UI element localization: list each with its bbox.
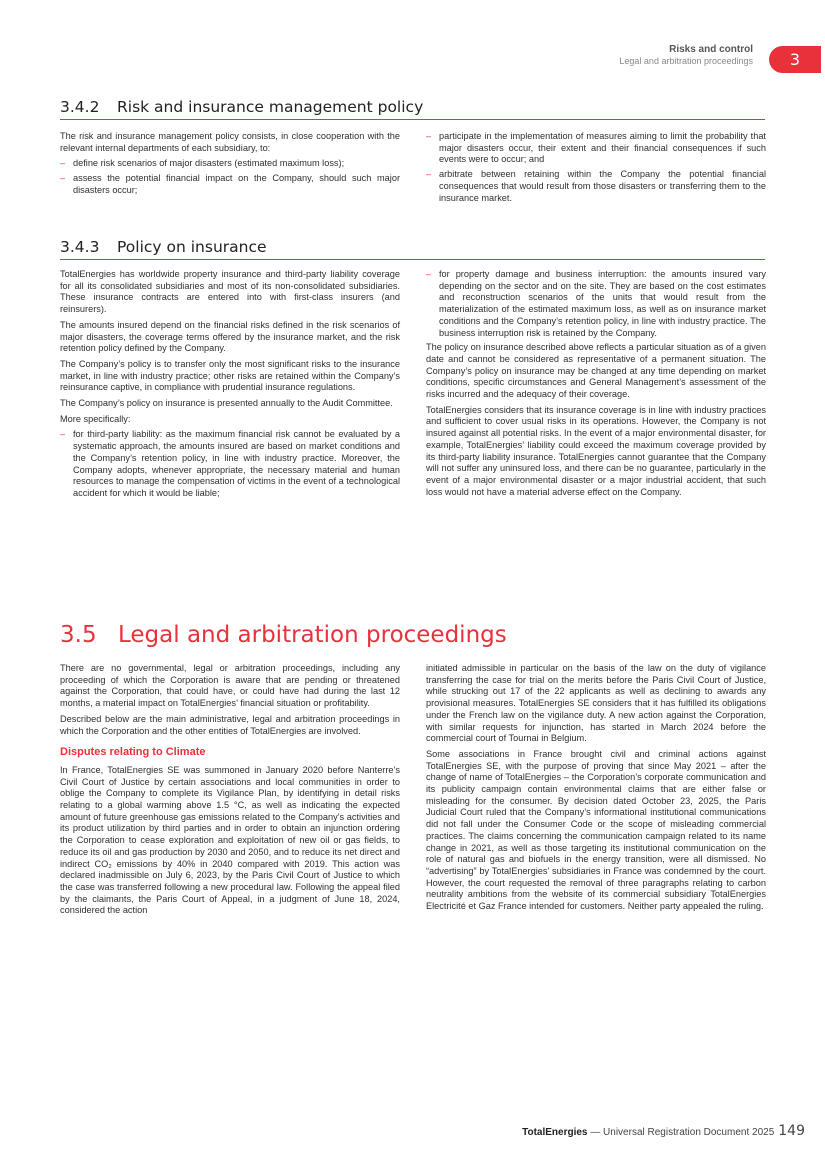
bullet: – arbitrate between retaining within the Company the potential financial consequences that would result from those disasters or transferring them to the insurance market.: [426, 169, 766, 204]
section-number: 3.5: [60, 622, 97, 648]
heading-number: 3.4.2: [60, 98, 100, 116]
chapter-tab: 3: [769, 46, 821, 73]
heading-title: Policy on insurance: [117, 238, 267, 256]
footer-document: — Universal Registration Document 2025: [587, 1127, 775, 1138]
paragraph: More specifically:: [60, 413, 131, 424]
heading-3-4-2: [60, 97, 765, 120]
bullet: – assess the potential financial impact on the Company, should such major disasters occur;: [60, 173, 400, 196]
s343-left-column: [60, 269, 400, 503]
paragraph: The Company’s policy on insurance is presented annually to the Audit Committee.: [60, 398, 393, 409]
header-title: Risks and control: [669, 44, 753, 55]
section-title: Legal and arbitration proceedings: [118, 622, 507, 648]
heading-title: Risk and insurance management policy: [117, 98, 424, 116]
heading-3-4-3: [60, 237, 765, 260]
bullet: – for property damage and business interruption: the amounts insured vary depending on the sector and on the site. They are based on the cost estimates and reconstruction scenarios of the units that would result from the materialization of the estimated maximum loss, as well as on insurance market conditions and the Company’s retention policy, in line with industry practice. The business interruption risk is retained by the Company.: [426, 269, 766, 339]
subheading-climate: Disputes relating to Climate: [60, 746, 206, 759]
s35-left-column: [60, 663, 400, 921]
paragraph: Some associations in France brought civil and criminal actions against TotalEnergies SE, with the purpose of proving that since May 2021 – after the change of name of TotalEnergies – the Corporation’s corporate communication and its publicity campaign contain environmental claims that are either false or misleading for the consumer. By decision dated October 23, 2025, the Paris Judicial Court ruled that the Company’s informational institutional communications did not fall under the Consumer Code or the scope of misleading commercial practices. The claims concerning the communication campaign related to its name change in 2021, as well as those targeting its institutional communication on the role of natural gas and biofuels in the energy transition, were all dismissed. No “advertising” by TotalEnergies’ subsidiaries in France was condemned by the court. However, the court requested the removal of three paragraphs relating to carbon neutrality ambitions from the website of its commercial subsidiary TotalEnergies Electricité et Gaz France intended for customers. Neither party appealed the ruling.: [426, 748, 766, 912]
bullet: – for third-party liability: as the maximum financial risk cannot be evaluated by a systematic approach, the amounts insured are based on market conditions and the Company’s retention policy, in line with industry practice. Moreover, the Company adopts, whenever appropriate, the necessary material and human resources to manage the compensation of victims in the event of a technological accident for which it would be liable;: [60, 429, 400, 499]
paragraph: TotalEnergies has worldwide property insurance and third-party liability coverage for all its consolidated subsidiaries and most of its non-consolidated subsidiaries. These insurance contracts are entered into with first-class insurers (and reinsurers).: [60, 269, 400, 315]
paragraph: initiated admissible in particular on the basis of the law on the duty of vigilance transferring the case for trial on the merits before the Paris Civil Court of Justice, while strucking out 17 of the 22 applicants as well as declining to awards any provisional measures. TotalEnergies SE considers that it has fulfilled its obligations under the French law on the vigilance duty. A new action against the Corporation, with similar requests for injunction, has started in March 2024 before the commercial court of Tournai in Belgium.: [426, 663, 766, 744]
page-number: 149: [778, 1123, 805, 1139]
bullet: – participate in the implementation of measures aiming to limit the probability that major disasters occur, their extent and their financial consequences if such events were to occur; and: [426, 131, 766, 166]
section-3-5-heading: [60, 620, 507, 650]
paragraph: The amounts insured depend on the financial risks defined in the risk scenarios of major disasters, the coverage terms offered by the insurance market, and the risk retention policy defined by the Company.: [60, 319, 400, 354]
s343-right-column: [426, 269, 766, 502]
header-subtitle: Legal and arbitration proceedings: [619, 56, 753, 66]
s35-right-column: [426, 663, 766, 917]
footer-brand: TotalEnergies: [522, 1127, 588, 1138]
heading-number: 3.4.3: [60, 238, 100, 256]
paragraph: In France, TotalEnergies SE was summoned in January 2020 before Nanterre’s Civil Court of Justice by certain associations and local communities in order to oblige the Company to complete its Vigilance Plan, by identifying in detail risks relating to a global warming above 1.5 °C, as well as indicating the expected amount of future greenhouse gas emissions related to the Company’s activities and its product utilization by third parties and in order to obtain an injunction ordering the Corporation to cease exploration and exploitation of new oil or gas fields, to reduce its oil and gas production by 2030 and 2050, and to reduce its net direct and indirect CO₂ emissions by 40% in 2040 compared with 2019. This action was declared inadmissible on July 6, 2023, by the Paris Civil Court of Justice to which the case was transferred following a new procedural law. Following the appeal filed by the claimants, the Paris Court of Appeal, in a judgment of June 18, 2024, considered the action: [60, 764, 400, 916]
page-footer: [522, 1123, 805, 1139]
running-header: [619, 44, 753, 67]
paragraph: The policy on insurance described above reflects a particular situation as of a given date and cannot be considered as representative of a permanent situation. The Company’s policy on insurance may be changed at any time depending on market conditions, specific circumstances and General Management’s assessment of the risks incurred and the adequacy of their coverage.: [426, 342, 766, 400]
bullet: – define risk scenarios of major disasters (estimated maximum loss);: [60, 158, 400, 170]
s342-right-column: [426, 131, 766, 207]
paragraph: The risk and insurance management policy consists, in close cooperation with the relevant internal departments of each subsidiary, to:: [60, 131, 400, 153]
s342-left-column: [60, 131, 400, 200]
paragraph: The Company’s policy is to transfer only the most significant risks to the insurance market, in line with industry practice; other risks are retained within the Company’s reinsurance captive, in compliance with prudential insurance regulations.: [60, 358, 400, 393]
paragraph: Described below are the main administrative, legal and arbitration proceedings in which the Corporation and the other entities of TotalEnergies are involved.: [60, 713, 400, 736]
paragraph: There are no governmental, legal or arbitration proceedings, including any proceeding of which the Corporation is aware that are pending or threatened against the Corporation, that could have, or could have had during the last 12 months, a material impact on TotalEnergies’ financial situation or profitability.: [60, 663, 400, 709]
paragraph: TotalEnergies considers that its insurance coverage is in line with industry practices and sufficient to cover usual risks in its operations. However, the Company is not insured against all potential risks. In the event of a major environmental disaster, for example, TotalEnergies’ liability could exceed the maximum coverage provided by its third-party liability insurance. TotalEnergies cannot guarantee that the Company will not suffer any uninsured loss, and there can be no guarantee, particularly in the event of a major environmental disaster or a major industrial accident, that such loss would not have a material adverse effect on the Company.: [426, 404, 766, 497]
